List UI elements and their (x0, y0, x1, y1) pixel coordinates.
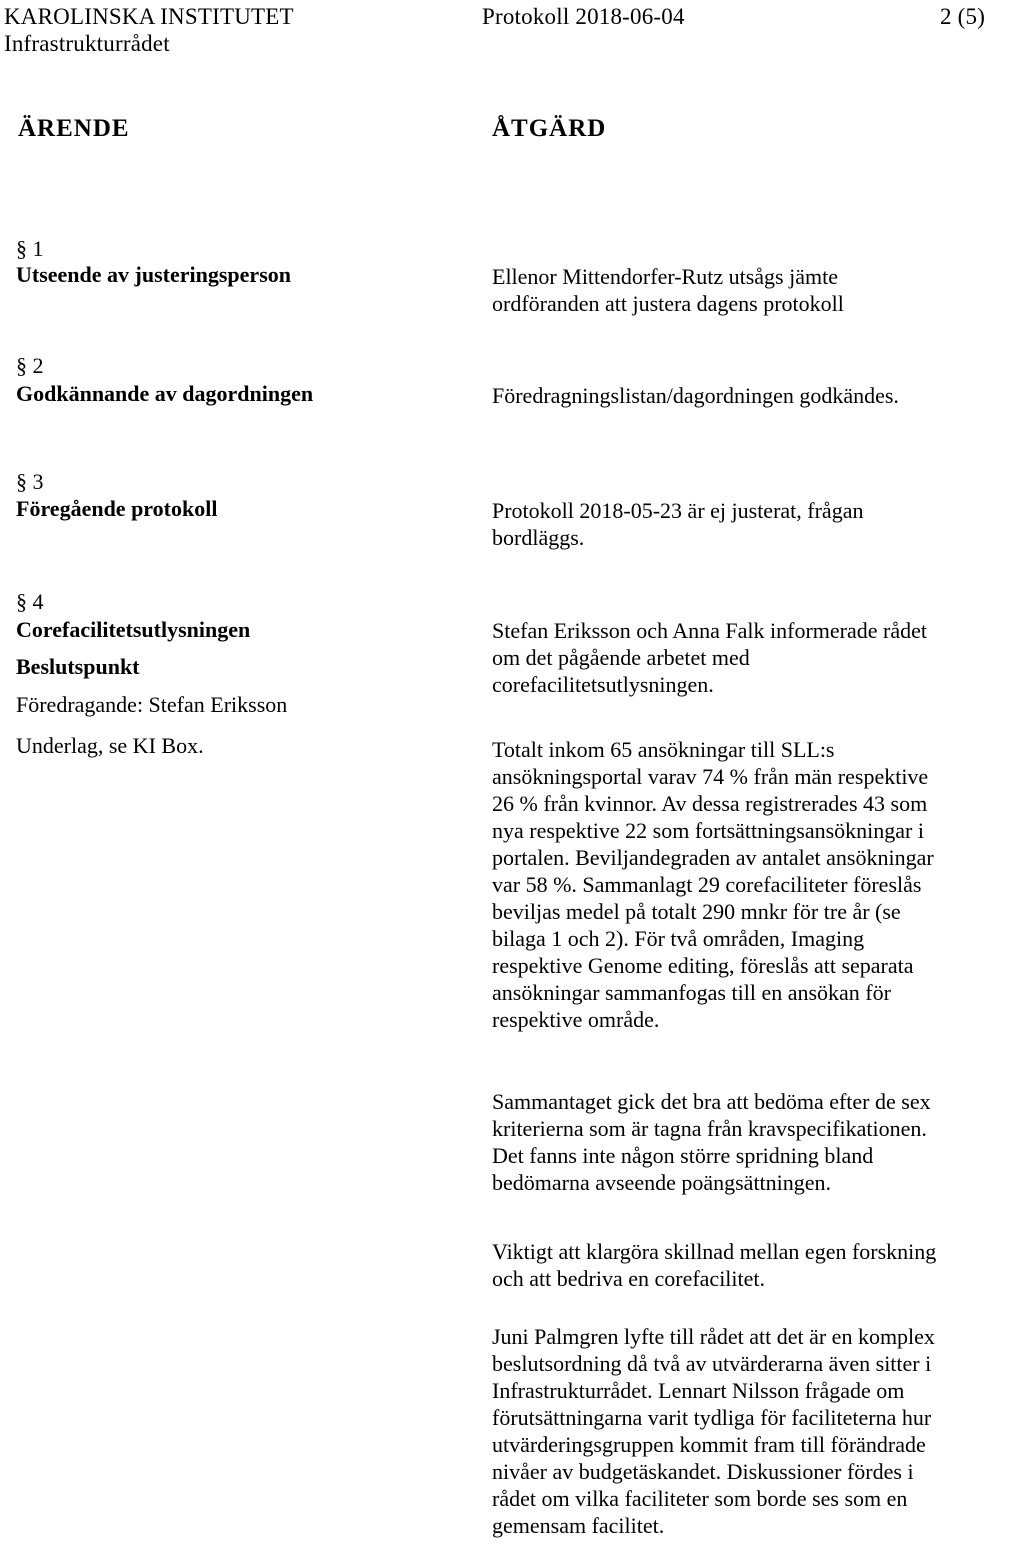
section-4-basis: Underlag, se KI Box. (16, 733, 204, 758)
section-2-action: Föredragningslistan/dagordningen godkändes. (492, 383, 899, 408)
section-4-subtitle: Beslutspunkt (16, 654, 140, 679)
header-org: KAROLINSKA INSTITUTET (4, 4, 294, 29)
header-doc-title: Protokoll 2018-06-04 (482, 4, 685, 29)
section-4-paragraph-4: Viktigt att klargöra skillnad mellan egen forskning och att bedriva en corefacilitet. (492, 1239, 937, 1291)
section-2-number: § 2 (16, 353, 44, 378)
section-1-number: § 1 (16, 236, 44, 261)
section-4-number: § 4 (16, 589, 44, 614)
section-3-action: Protokoll 2018-05-23 är ej justerat, frågan bordläggs. (492, 498, 864, 550)
section-4-presenter: Föredragande: Stefan Eriksson (16, 692, 288, 717)
section-4-paragraph-5: Juni Palmgren lyfte till rådet att det är en komplex beslutsordning då två av utvärderarna även sitter i Infrastrukturrådet. Lennart Nilsson frågade om förutsättningarna varit tydliga för faciliteterna hur utvärderingsgruppen kommit fram till förändrade nivåer av budgetäskandet. Diskussioner fördes i rådet om vilka faciliteter som borde ses som en gemensam facilitet. (492, 1324, 935, 1538)
section-4-paragraph-2: Totalt inkom 65 ansökningar till SLL:s ansökningsportal varav 74 % från män respektive 26 % från kvinnor. Av dessa registrerades 43 som nya respektive 22 som fortsättningsansökningar i portalen. Beviljandegraden av antalet ansökningar var 58 %. Sammanlagt 29 corefaciliteter föreslås beviljas medel på totalt 290 mnkr för tre år (se bilaga 1 och 2). För två områden, Imaging respektive Genome editing, föreslås att separata ansökningar sammanfogas till en ansökan för respektive område. (492, 737, 934, 1032)
column-title-atgard: ÅTGÄRD (492, 115, 607, 142)
section-1-action: Ellenor Mittendorfer-Rutz utsågs jämte ordföranden att justera dagens protokoll (492, 264, 844, 316)
section-3-title: Föregående protokoll (16, 496, 218, 521)
section-3-number: § 3 (16, 469, 44, 494)
header-dept: Infrastrukturrådet (4, 31, 170, 56)
section-4-paragraph-3: Sammantaget gick det bra att bedöma efter de sex kriterierna som är tagna från kravspecifikationen. Det fanns inte någon större spridning bland bedömarna avseende poängsättningen. (492, 1089, 931, 1195)
column-title-arende: ÄRENDE (18, 115, 130, 142)
section-1-title: Utseende av justeringsperson (16, 262, 291, 287)
section-2-title: Godkännande av dagordningen (16, 381, 314, 406)
section-4-title: Corefacilitetsutlysningen (16, 617, 251, 642)
section-4-paragraph-1: Stefan Eriksson och Anna Falk informerade rådet om det pågående arbetet med corefacilitetsutlysningen. (492, 618, 927, 697)
header-page-number: 2 (5) (940, 4, 986, 29)
